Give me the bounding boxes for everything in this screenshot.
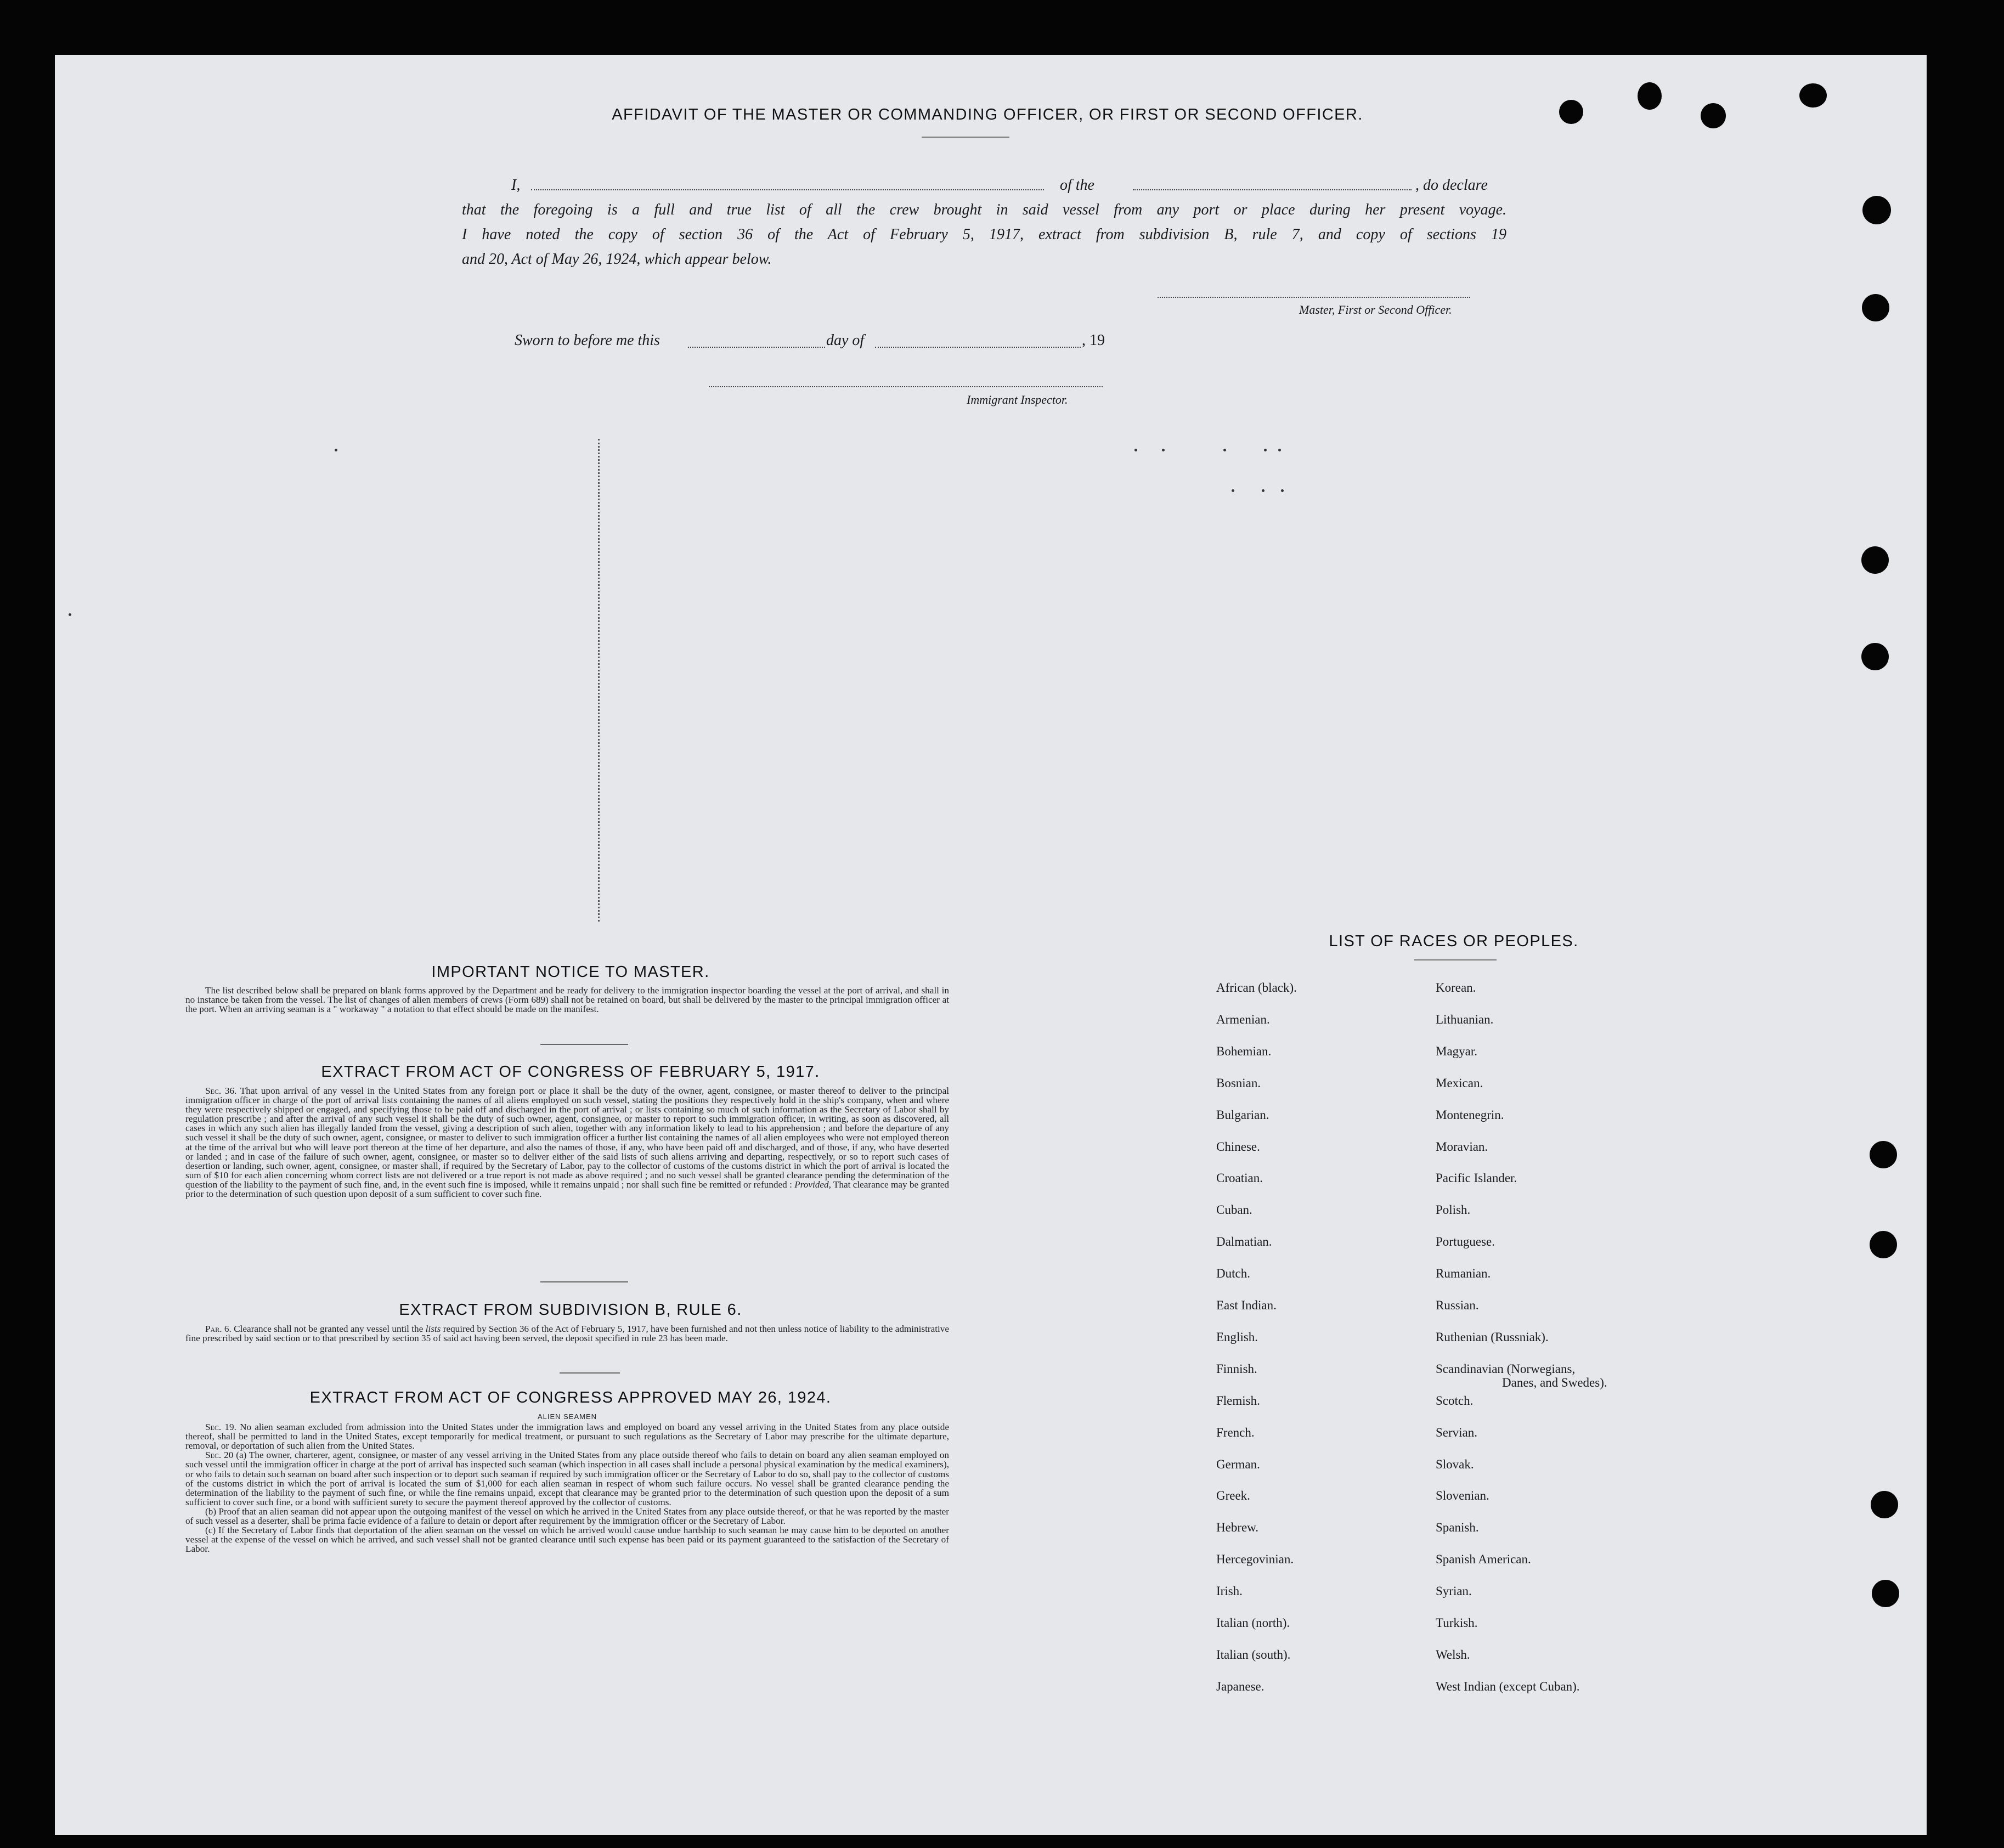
race-item: Moravian. xyxy=(1436,1139,1488,1154)
races-title: LIST OF RACES OR PEOPLES. xyxy=(1329,933,1579,950)
provided-word: Provided, xyxy=(794,1179,831,1190)
race-item: Ruthenian (Russniak). xyxy=(1436,1330,1549,1344)
vessel-name-line[interactable] xyxy=(1133,189,1412,190)
extract-1917-text xyxy=(185,1086,949,1199)
year-label: , 19 xyxy=(1082,332,1105,349)
inspector-caption: Immigrant Inspector. xyxy=(967,393,1068,406)
race-item: Greek. xyxy=(1216,1489,1250,1503)
race-item: Rumanian. xyxy=(1436,1267,1491,1281)
race-item: English. xyxy=(1216,1330,1258,1344)
master-signature-caption: Master, First or Second Officer. xyxy=(1299,303,1452,317)
race-item: Servian. xyxy=(1436,1425,1478,1439)
race-item: Pacific Islander. xyxy=(1436,1171,1517,1185)
par-6-text-cont: required by Section 36 of the Act of February 5, 1917, have been furnished and not then unless notice of liability to the administrative fine prescribed by said section or to that prescribed by section 35 of said act having been served, the deposit specified in rule 23 has been made. xyxy=(185,1324,950,1344)
race-item: East Indian. xyxy=(1216,1298,1277,1312)
title-underline xyxy=(922,137,1009,138)
declaration-line-3: I have noted the copy of section 36 of the Act of February 5, 1917, extract from subdivision B, rule 7, and copy of sections 19 xyxy=(462,226,1506,243)
speck xyxy=(1232,489,1234,492)
race-item: Syrian. xyxy=(1436,1584,1472,1598)
race-item: African (black). xyxy=(1216,981,1297,994)
race-item: Croatian. xyxy=(1216,1171,1263,1185)
race-item: Welsh. xyxy=(1436,1647,1470,1661)
race-item: West Indian (except Cuban). xyxy=(1436,1679,1580,1693)
sworn-day-line[interactable] xyxy=(688,347,825,348)
race-item: German. xyxy=(1216,1457,1260,1471)
punch-hole xyxy=(1559,100,1583,124)
race-item: Portuguese. xyxy=(1436,1235,1495,1249)
punch-hole xyxy=(1861,546,1889,574)
extract-1924-text xyxy=(185,1411,949,1553)
race-item: Italian (north). xyxy=(1216,1616,1290,1630)
of-the-label: of the xyxy=(1060,177,1094,194)
do-declare-label: , do declare xyxy=(1415,177,1488,194)
section-divider xyxy=(540,1281,628,1282)
sec-19-text: No alien seaman excluded from admission into the United States under the immigration laws and employed on board any vessel arriving in the United States from any place outside thereof, shall be permitted to land in the United States, except temporarily for medical treatment, or pursuant to such regulations as the Secretary of Labor may prescribe for the ultimate departure, removal, or deportation of such alien from the United States. xyxy=(185,1422,950,1451)
races-title-underline xyxy=(1414,959,1497,960)
race-item: Danes, and Swedes). xyxy=(1502,1375,1607,1389)
notice-paragraph: The list described below shall be prepared on blank forms approved by the Department and be ready for delivery to the immigration inspector boarding the vessel at the port of arrival, and shall in no instance be taken from the vessel. The list of changes of alien members of crews (Form 689) shall not be retained on board, but shall be delivered by the master to the principal immigration officer at the port. When an arriving seaman is a " workaway " a notation to that effect should be made on the manifest. xyxy=(185,985,949,1015)
punch-hole xyxy=(1870,1141,1897,1168)
race-item: Korean. xyxy=(1436,981,1476,994)
race-item: Chinese. xyxy=(1216,1139,1260,1154)
speck xyxy=(1264,449,1267,451)
declarant-name-line[interactable] xyxy=(531,189,1044,190)
notice-text xyxy=(185,986,949,1014)
speck xyxy=(1262,489,1265,492)
lists-word: lists xyxy=(425,1324,441,1334)
race-item: Scotch. xyxy=(1436,1393,1474,1408)
declaration-line-4: and 20, Act of May 26, 1924, which appear below. xyxy=(462,251,772,268)
inspector-signature-line[interactable] xyxy=(709,386,1103,387)
race-item: Magyar. xyxy=(1436,1044,1478,1058)
master-signature-line[interactable] xyxy=(1158,297,1470,298)
race-item: Japanese. xyxy=(1216,1679,1265,1693)
punch-hole xyxy=(1638,82,1662,110)
race-item: Dalmatian. xyxy=(1216,1235,1272,1249)
speck xyxy=(1278,449,1281,451)
punch-hole xyxy=(1871,1491,1898,1518)
par-6-text: Clearance shall not be granted any vessel until the xyxy=(234,1324,424,1334)
par-6-label: Par. 6. xyxy=(205,1324,232,1334)
declaration-line-2: that the foregoing is a full and true list of all the crew brought in said vessel from any port or place during her present voyage. xyxy=(462,201,1506,218)
race-item: Slovak. xyxy=(1436,1457,1474,1471)
race-item: Italian (south). xyxy=(1216,1647,1291,1661)
speck xyxy=(69,613,71,616)
speck xyxy=(335,449,337,451)
race-item: Irish. xyxy=(1216,1584,1243,1598)
alien-seamen-subtitle: ALIEN SEAMEN xyxy=(537,1412,597,1421)
sec-20-label: Sec. 20 xyxy=(205,1450,234,1461)
race-item: Armenian. xyxy=(1216,1012,1270,1026)
race-item: Hercegovinian. xyxy=(1216,1552,1294,1567)
punch-hole xyxy=(1870,1231,1897,1258)
speck xyxy=(1162,449,1165,451)
race-item: Scandinavian (Norwegians, xyxy=(1436,1361,1576,1376)
race-item: Polish. xyxy=(1436,1203,1471,1217)
day-of-label: day of xyxy=(826,332,865,349)
speck xyxy=(1223,449,1226,451)
race-item: Montenegrin. xyxy=(1436,1107,1504,1122)
notice-title: IMPORTANT NOTICE TO MASTER. xyxy=(431,963,710,981)
race-item: Finnish. xyxy=(1216,1361,1257,1376)
sec-19-label: Sec. 19. xyxy=(205,1422,236,1433)
sec-36-text: That upon arrival of any vessel in the United States from any foreign port or place it shall be the duty of the owner, agent, consignee, or master thereof to deliver to the principal immigration officer in charge of the port of arrival lists containing the names of all aliens employed on such vessel, stating the positions they respectively hold in the ship's company, when and where they were respectively shipped or engaged, and specifying those to be paid off and discharged in the port of arrival ; or lists containing so much of such information as the Secretary of Labor shall by regulation prescribe ; and after the arrival of any such vessel it shall be the duty of such owner, agent, consignee, or master to report to such immigration officer, in writing, as soon as discovered, all cases in which any such alien has illegally landed from the vessel, giving a description of such alien, together with any information likely to lead to his apprehension ; and before the departure of any such vessel it shall be the duty of such owner, agent, consignee, or master to deliver to such immigration officer a further list containing the names of all alien employees who were not employed thereon at the time of the arrival but who will leave port thereon at the time of her departure, and also the names of those, if any, who have been paid off and discharged, and of those, if any, who have deserted or landed ; and in case of the failure of such owner, agent, consignee, or master so to deliver either of the said lists of such aliens arriving and departing, respectively, or so to report such cases of desertion or landing, such owner, agent, consignee, or master shall, if required by the Secretary of Labor, pay to the collector of customs of the customs district in which the port of arrival is located the sum of $10 for each alien concerning whom correct lists are not delivered or a true report is not made as above required ; and no such vessel shall be granted clearance pending the determination of the question of the liability to the payment of such fine, and, in the event such fine is imposed, while it remains unpaid ; nor shall such fine be remitted or refunded : xyxy=(185,1086,949,1190)
race-item: Spanish American. xyxy=(1436,1552,1531,1567)
subdivision-b-title: EXTRACT FROM SUBDIVISION B, RULE 6. xyxy=(399,1301,742,1319)
affidavit-title: AFFIDAVIT OF THE MASTER OR COMMANDING OFFICER, OR FIRST OR SECOND OFFICER. xyxy=(612,106,1363,123)
punch-hole xyxy=(1861,643,1889,670)
extract-1917-title: EXTRACT FROM ACT OF CONGRESS OF FEBRUARY 5, 1917. xyxy=(321,1063,820,1081)
speck xyxy=(1134,449,1137,451)
sworn-label: Sworn to before me this xyxy=(515,332,660,349)
race-item: Spanish. xyxy=(1436,1521,1479,1535)
section-divider xyxy=(540,1044,628,1045)
race-item: Bulgarian. xyxy=(1216,1107,1269,1122)
declarant-label: I, xyxy=(511,177,521,194)
speck xyxy=(1281,489,1284,492)
race-item: Mexican. xyxy=(1436,1076,1483,1090)
race-item: Flemish. xyxy=(1216,1393,1260,1408)
subdivision-b-text xyxy=(185,1324,949,1343)
race-item: Bohemian. xyxy=(1216,1044,1272,1058)
race-item: Bosnian. xyxy=(1216,1076,1261,1090)
sec-36-proviso: That clearance may be granted prior to the determination of such question upon deposit of a sum sufficient to cover such fine. xyxy=(185,1179,949,1200)
race-item: Dutch. xyxy=(1216,1267,1250,1281)
race-item: Slovenian. xyxy=(1436,1489,1489,1503)
race-item: Russian. xyxy=(1436,1298,1479,1312)
punch-hole xyxy=(1862,196,1891,224)
sec-20b-text: (b) Proof that an alien seaman did not appear upon the outgoing manifest of the vessel on which he arrived in the United States from any place outside thereof, or that he was reported by the master of such vessel as a deserter, shall be prima facie evidence of a failure to detain or deport after requirement by the immigration officer or the Secretary of Labor. xyxy=(185,1506,949,1527)
race-item: French. xyxy=(1216,1425,1255,1439)
sec-20a-text: (a) The owner, charterer, agent, consignee, or master of any vessel arriving in the United States from any place outside thereof who fails to detain on board any alien seaman employed on such vessel until the immigration officer in charge at the port of arrival has inspected such seaman (which inspection in all cases shall include a personal physical examination by the medical examiners), or who fails to detain such seaman on board after such inspection or to deport such seaman if required by such immigration officer or the Secretary of Labor to do so, shall pay to the collector of customs of the customs district in which the port of arrival is located the sum of $1,000 for each alien seaman in respect of whom such failure occurs. No vessel shall be granted clearance pending the determination of the liability to the payment of such fine, or while the fine remains unpaid, except that clearance may be granted prior to the determination of such question upon the deposit of a sum sufficient to cover such fine, or a bond with sufficient surety to secure the payment thereof approved by the collector of customs. xyxy=(185,1450,949,1507)
race-item: Lithuanian. xyxy=(1436,1012,1494,1026)
punch-hole xyxy=(1872,1580,1899,1607)
sec-20c-text: (c) If the Secretary of Labor finds that deportation of the alien seaman on the vessel on which he arrived would cause undue hardship to such seaman he may cause him to be deported on another vessel at the expense of the vessel on which he arrived, and such vessel shall not be granted clearance until such expense has been paid or its payment guaranteed to the satisfaction of the Secretary of Labor. xyxy=(185,1525,949,1555)
sec-36-label: Sec. 36. xyxy=(205,1086,237,1096)
extract-1924-title: EXTRACT FROM ACT OF CONGRESS APPROVED MAY 26, 1924. xyxy=(309,1389,832,1406)
race-item: Cuban. xyxy=(1216,1203,1252,1217)
punch-hole xyxy=(1701,103,1726,128)
race-item: Turkish. xyxy=(1436,1616,1478,1630)
race-item: Hebrew. xyxy=(1216,1521,1259,1535)
punch-hole xyxy=(1799,83,1827,108)
sworn-month-line[interactable] xyxy=(875,347,1081,348)
center-dotted-guide xyxy=(598,439,600,922)
punch-hole xyxy=(1862,294,1889,321)
section-divider xyxy=(560,1372,620,1374)
